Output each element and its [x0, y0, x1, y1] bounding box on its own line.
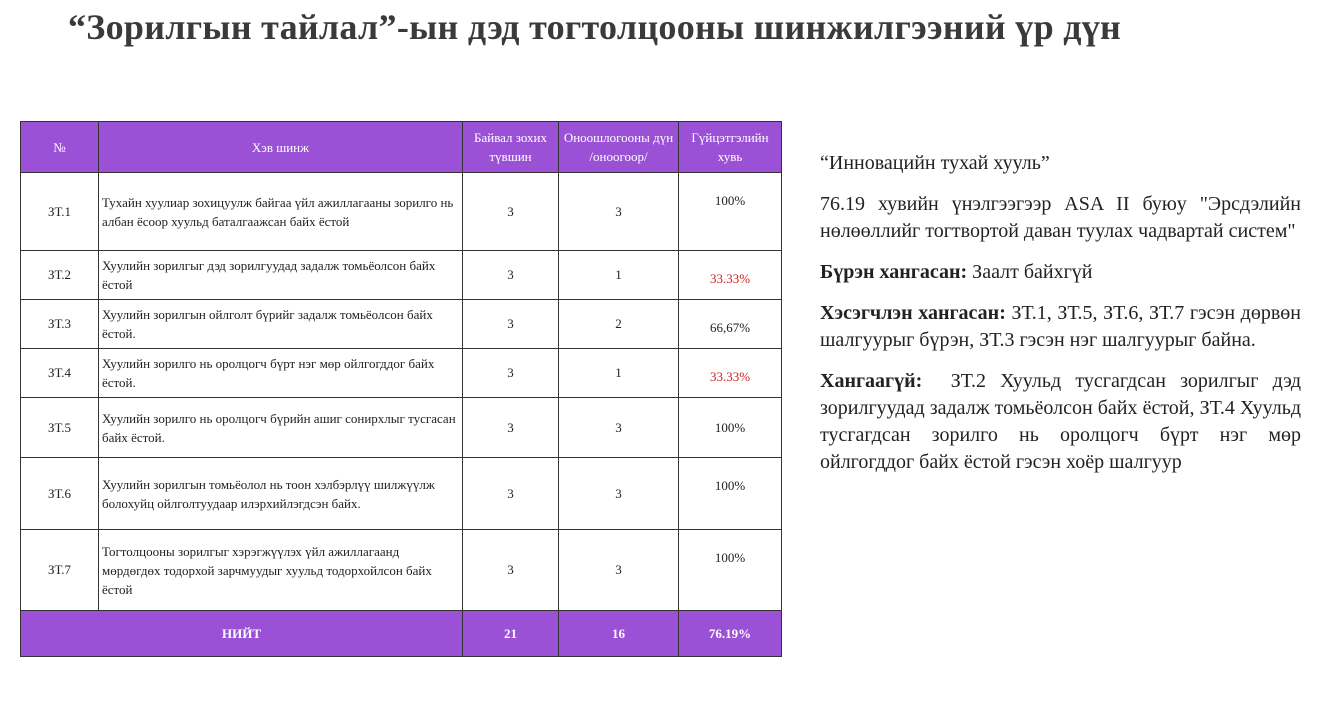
table-row [21, 530, 782, 611]
header-characteristic: Хэв шинж [99, 122, 463, 173]
row-score: 3 [559, 398, 679, 458]
header-number: № [21, 122, 99, 173]
table-row [21, 458, 782, 530]
criteria-table [20, 121, 782, 657]
total-percent: 76.19% [679, 611, 782, 657]
row-score: 1 [559, 349, 679, 398]
row-percent: 66,67% [679, 300, 782, 349]
row-required-level: 3 [463, 173, 559, 251]
row-description: Хуулийн зорилгыг дэд зорилгуудад задалж томьёолсон байх ёстой [99, 251, 463, 300]
not-met-paragraph [820, 368, 1306, 476]
row-code: ЗТ.2 [21, 251, 99, 300]
row-code: ЗТ.1 [21, 173, 99, 251]
law-name: “Инновацийн тухай хууль” [820, 152, 1050, 174]
total-label: НИЙТ [21, 611, 463, 657]
row-required-level: 3 [463, 530, 559, 611]
row-description: Хуулийн зорилго нь оролцогч бүрт нэг мөр ойлгогддог байх ёстой. [99, 349, 463, 398]
row-percent: 33.33% [679, 251, 782, 300]
row-required-level: 3 [463, 251, 559, 300]
partially-met-text: ЗТ.1, ЗТ.5, ЗТ.6, ЗТ.7 гэсэн дөрвөн шалгуурыг бүрэн, ЗТ.3 гэсэн нэг шалгуурыг байна. [820, 302, 1301, 351]
total-required-level: 21 [463, 611, 559, 657]
page-title: “Зорилгын тайлал”-ын дэд тогтолцооны шинжилгээний үр дүн [68, 7, 1122, 47]
header-performance-percent: Гүйцэтгэлийн хувь [679, 122, 782, 173]
fully-met-label: Бүрэн хангасан: [820, 261, 968, 283]
table-row [21, 251, 782, 300]
row-required-level: 3 [463, 458, 559, 530]
row-description: Тогтолцооны зорилгыг хэрэгжүүлэх үйл ажиллагаанд мөрдөгдөх тодорхой зарчмуудыг хуульд тодорхойлсон байх ёстой [99, 530, 463, 611]
row-code: ЗТ.4 [21, 349, 99, 398]
row-description: Хуулийн зорилгын томьёолол нь тоон хэлбэрлүү шилжүүлж болохуйц ойлголтуудаар илэрхийлэгдсэн байх. [99, 458, 463, 530]
row-code: ЗТ.3 [21, 300, 99, 349]
row-score: 3 [559, 530, 679, 611]
fully-met-text: Заалт байхгүй [967, 261, 1093, 283]
partially-met-label: Хэсэгчлэн хангасан: [820, 302, 1006, 324]
row-percent: 100% [679, 458, 782, 530]
row-code: ЗТ.6 [21, 458, 99, 530]
asa-summary: 76.19 хувийн үнэлгээгээр ASA II буюу "Эрсдэлийн нөлөөллийг тогтвортой даван туулах чадвартай систем" [820, 193, 1301, 242]
row-description: Тухайн хуулиар зохицуулж байгаа үйл ажиллагааны зорилго нь албан ёсоор хуульд баталгаажсан байх ёстой [99, 173, 463, 251]
table-row [21, 300, 782, 349]
row-required-level: 3 [463, 349, 559, 398]
row-required-level: 3 [463, 300, 559, 349]
row-required-level: 3 [463, 398, 559, 458]
table-total-row [21, 611, 782, 657]
partially-met-paragraph [820, 300, 1301, 354]
assessment-summary [820, 150, 1306, 490]
table-row [21, 173, 782, 251]
row-percent: 100% [679, 173, 782, 251]
header-diagnosis-score: Оноошлогооны дүн /оноогоор/ [559, 122, 679, 173]
row-score: 3 [559, 458, 679, 530]
not-met-text: ЗТ.2 Хуульд тусгагдсан зорилгыг дэд зорилгуудад задалж томьёолсон байх ёстой, ЗТ.4 Хуульд тусгагдсан зорилго нь оролцогч бүрт нэг мөр ойлгогддог байх ёстой гэсэн хоёр шалгуур [820, 370, 1306, 473]
not-met-label: Хангаагүй: [820, 370, 923, 392]
row-percent: 33.33% [679, 349, 782, 398]
row-description: Хуулийн зорилгын ойлголт бүрийг задалж томьёолсон байх ёстой. [99, 300, 463, 349]
row-percent: 100% [679, 398, 782, 458]
row-score: 1 [559, 251, 679, 300]
header-required-level: Байвал зохих түвшин [463, 122, 559, 173]
row-score: 2 [559, 300, 679, 349]
table-row [21, 398, 782, 458]
total-score: 16 [559, 611, 679, 657]
row-description: Хуулийн зорилго нь оролцогч бүрийн ашиг сонирхлыг тусгасан байх ёстой. [99, 398, 463, 458]
table-row [21, 349, 782, 398]
fully-met-paragraph [820, 259, 1301, 286]
row-percent: 100% [679, 530, 782, 611]
table-header-row [21, 122, 782, 173]
row-code: ЗТ.5 [21, 398, 99, 458]
row-score: 3 [559, 173, 679, 251]
row-code: ЗТ.7 [21, 530, 99, 611]
